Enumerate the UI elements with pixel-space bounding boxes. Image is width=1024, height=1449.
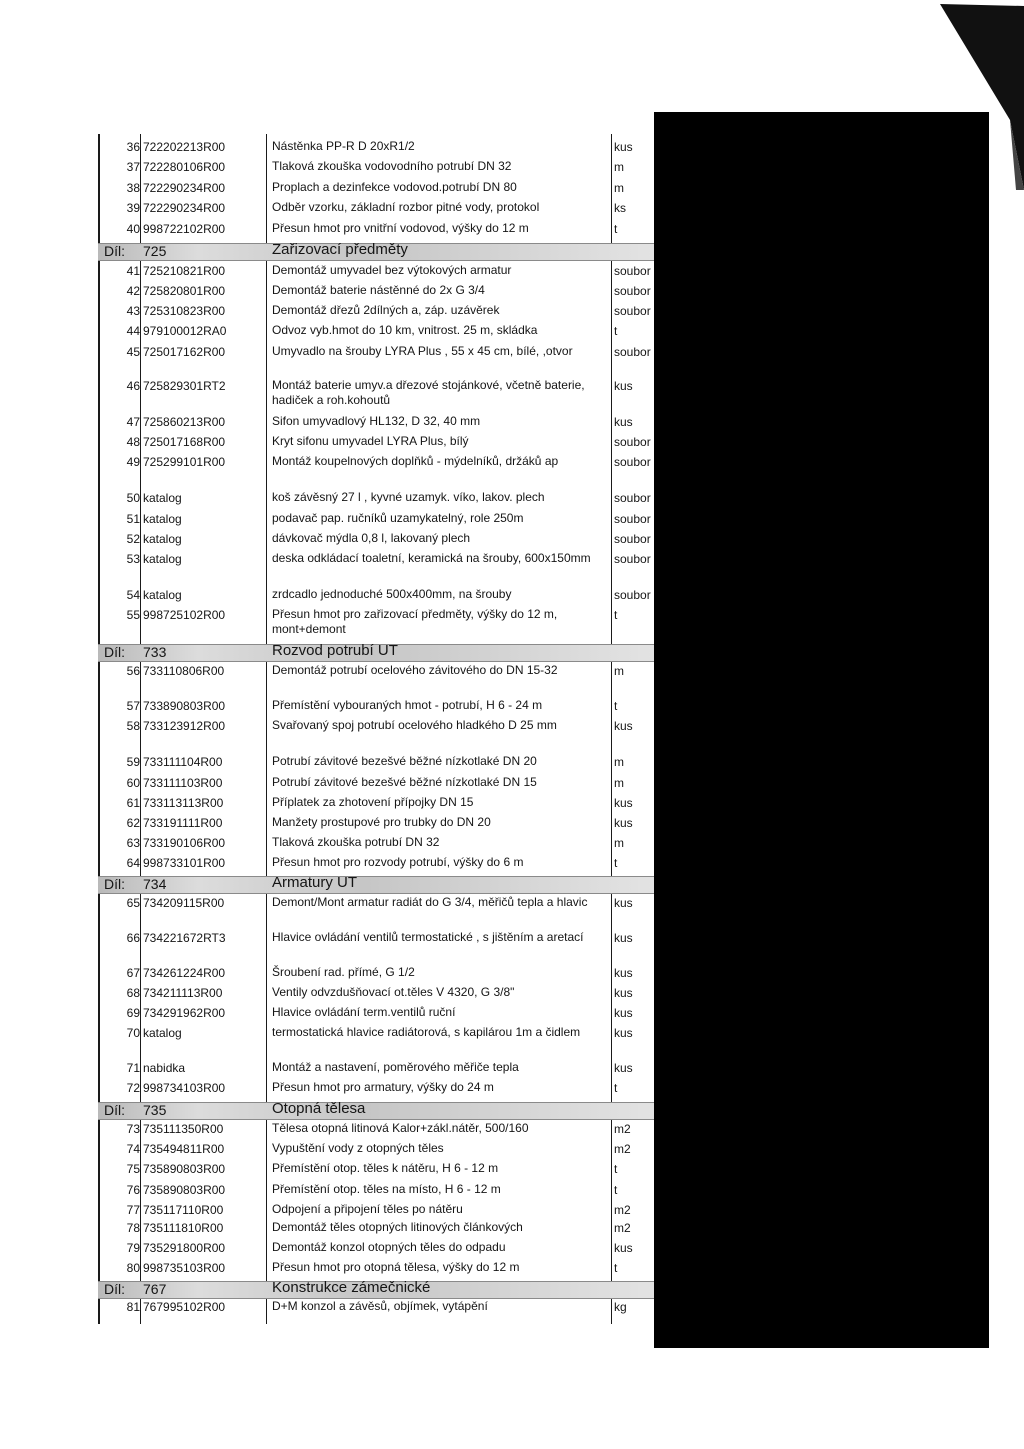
item-description: Přesun hmot pro otopná tělesa, výšky do 12 m — [272, 1260, 520, 1274]
section-header-row — [0, 873, 654, 894]
row-number: 39 — [126, 201, 140, 215]
item-code: 734211113R00 — [143, 986, 223, 1000]
item-code: 735291800R00 — [143, 1241, 226, 1255]
row-number: 76 — [126, 1183, 140, 1197]
table-row — [0, 833, 654, 853]
row-number: 44 — [126, 324, 140, 338]
item-code: 998734103R00 — [143, 1081, 226, 1095]
item-description: Přesun hmot pro zařizovací předměty, výšky do 12 m, mont+demont — [272, 607, 558, 636]
item-code: 733191111R00 — [143, 816, 223, 830]
table-row — [0, 661, 654, 681]
item-description: dávkovač mýdla 0,8 l, lakovaný plech — [272, 531, 471, 545]
item-code: 735494811R00 — [143, 1142, 225, 1156]
item-description: Manžety prostupové pro trubky do DN 20 — [272, 815, 491, 829]
item-unit: kus — [614, 816, 633, 830]
item-unit: kus — [614, 796, 633, 810]
row-number: 53 — [126, 552, 140, 566]
row-number: 59 — [126, 755, 140, 769]
section-header-row — [0, 1278, 654, 1299]
item-code: nabidka — [143, 1061, 186, 1075]
item-code: 725860213R00 — [143, 415, 226, 429]
item-code: 733111104R00 — [143, 755, 223, 769]
section-title: Konstrukce zámečnické — [272, 1279, 431, 1296]
item-code: katalog — [143, 552, 182, 566]
item-description: Potrubí závitové bezešvé běžné nízkotlaké DN 20 — [272, 754, 537, 768]
section-title: Zařizovací předměty — [272, 241, 408, 258]
item-description: Odběr vzorku, základní rozbor pitné vody, protokol — [272, 200, 540, 214]
row-number: 63 — [126, 836, 140, 850]
item-unit: t — [614, 1261, 618, 1275]
table-row — [0, 696, 654, 716]
item-description: Demontáž těles otopných litinových článkových — [272, 1220, 523, 1234]
row-number: 73 — [126, 1122, 140, 1136]
item-description: Přesun hmot pro rozvody potrubí, výšky do 6 m — [272, 855, 524, 869]
item-description: Odpojení a připojení těles po nátěru — [272, 1202, 463, 1216]
section-label: Díl: — [104, 644, 125, 660]
item-unit: kus — [614, 1061, 633, 1075]
table-row — [0, 509, 654, 529]
table-row — [0, 928, 654, 948]
item-code: 725299101R00 — [143, 455, 226, 469]
row-number: 58 — [126, 719, 140, 733]
item-code: 722202213R00 — [143, 140, 226, 154]
item-description: Příplatek za zhotovení přípojky DN 15 — [272, 795, 474, 809]
item-description: Demontáž umyvadel bez výtokových armatur — [272, 263, 512, 277]
item-code: 733113113R00 — [143, 796, 224, 810]
row-number: 68 — [126, 986, 140, 1000]
section-code: 734 — [143, 876, 167, 892]
row-number: 52 — [126, 532, 140, 546]
item-description: Přesun hmot pro armatury, výšky do 24 m — [272, 1080, 494, 1094]
table-row — [0, 1119, 654, 1139]
table-row — [0, 793, 654, 813]
table-row — [0, 157, 654, 177]
row-number: 36 — [126, 140, 140, 154]
table-row — [0, 752, 654, 772]
row-number: 80 — [126, 1261, 140, 1275]
item-unit: m2 — [614, 1122, 631, 1136]
row-number: 64 — [126, 856, 140, 870]
item-description: D+M konzol a závěsů, objímek, vytápění — [272, 1299, 488, 1313]
item-description: Odvoz vyb.hmot do 10 km, vnitrost. 25 m, skládka — [272, 323, 538, 337]
item-code: 979100012RA0 — [143, 324, 227, 338]
row-number: 46 — [126, 379, 140, 393]
item-code: 725829301RT2 — [143, 379, 226, 393]
item-code: 998733101R00 — [143, 856, 226, 870]
item-code: 734209115R00 — [143, 896, 225, 910]
item-description: Šroubení rad. přímé, G 1/2 — [272, 965, 415, 979]
table-row — [0, 773, 654, 793]
item-code: 767995102R00 — [143, 1300, 226, 1314]
row-number: 47 — [126, 415, 140, 429]
item-code: katalog — [143, 491, 182, 505]
item-description: Demontáž dřezů 2dílných a, záp. uzávěrek — [272, 303, 500, 317]
table-row — [0, 376, 654, 407]
item-description: podavač pap. ručníků uzamykatelný, role 250m — [272, 511, 524, 525]
row-number: 50 — [126, 491, 140, 505]
row-number: 37 — [126, 160, 140, 174]
item-unit: soubor — [614, 264, 651, 278]
section-label: Díl: — [104, 1281, 125, 1297]
row-number: 45 — [126, 345, 140, 359]
item-unit: kus — [614, 966, 633, 980]
row-number: 42 — [126, 284, 140, 298]
item-unit: t — [614, 324, 618, 338]
table-row — [0, 1023, 654, 1043]
item-unit: kus — [614, 896, 633, 910]
item-unit: ks — [614, 201, 626, 215]
item-unit: soubor — [614, 588, 651, 602]
item-unit: t — [614, 608, 618, 622]
item-unit: t — [614, 1183, 618, 1197]
table-row — [0, 452, 654, 472]
row-number: 66 — [126, 931, 140, 945]
row-number: 41 — [126, 264, 140, 278]
table-row — [0, 1297, 654, 1317]
item-description: Tlaková zkouška potrubí DN 32 — [272, 835, 440, 849]
item-code: 733190106R00 — [143, 836, 226, 850]
table-row — [0, 1139, 654, 1159]
item-code: 735111810R00 — [143, 1221, 224, 1235]
item-description: Demontáž baterie nástěnné do 2x G 3/4 — [272, 283, 485, 297]
section-label: Díl: — [104, 1102, 125, 1118]
item-unit: soubor — [614, 455, 651, 469]
item-code: 735111350R00 — [143, 1122, 224, 1136]
item-description: Demontáž potrubí ocelového závitového do DN 15-32 — [272, 663, 558, 677]
item-code: 735890803R00 — [143, 1183, 226, 1197]
item-unit: soubor — [614, 512, 651, 526]
table-row — [0, 1078, 654, 1098]
item-code: 722290234R00 — [143, 181, 226, 195]
item-unit: m2 — [614, 1142, 631, 1156]
table-row — [0, 412, 654, 432]
table-row — [0, 853, 654, 873]
table-row — [0, 716, 654, 736]
item-code: 733110806R00 — [143, 664, 225, 678]
item-code: katalog — [143, 1026, 182, 1040]
item-description: Tělesa otopná litinová Kalor+zákl.nátěr, 500/160 — [272, 1121, 529, 1135]
item-description: Přemístění vybouraných hmot - potrubí, H 6 - 24 m — [272, 698, 543, 712]
item-description: Vypuštění vody z otopných těles — [272, 1141, 444, 1155]
table-row — [0, 549, 654, 569]
item-unit: m — [614, 755, 624, 769]
table-row — [0, 1200, 654, 1220]
table-row — [0, 1238, 654, 1258]
section-code: 767 — [143, 1281, 167, 1297]
table-row — [0, 261, 654, 281]
item-description: zrdcadlo jednoduché 500x400mm, na šrouby — [272, 587, 512, 601]
table-row — [0, 1180, 654, 1200]
item-unit: kus — [614, 415, 633, 429]
item-unit: t — [614, 222, 618, 236]
row-number: 65 — [126, 896, 140, 910]
section-label: Díl: — [104, 243, 125, 259]
item-description: koš závěsný 27 l , kyvné uzamyk. víko, lakov. plech — [272, 490, 545, 504]
section-header-row — [0, 1099, 654, 1120]
row-number: 43 — [126, 304, 140, 318]
item-unit: m2 — [614, 1203, 631, 1217]
table-row — [0, 983, 654, 1003]
section-title: Rozvod potrubí UT — [272, 642, 398, 659]
item-code: 733890803R00 — [143, 699, 226, 713]
item-code: 998725102R00 — [143, 608, 226, 622]
item-unit: soubor — [614, 284, 651, 298]
table-row — [0, 321, 654, 341]
table-row — [0, 178, 654, 198]
section-code: 733 — [143, 644, 167, 660]
row-number: 56 — [126, 664, 140, 678]
row-number: 79 — [126, 1241, 140, 1255]
item-description: Montáž koupelnových doplňků - mýdelníků, držáků ap — [272, 454, 559, 468]
item-description: Ventily odvzdušňovací ot.těles V 4320, G 3/8" — [272, 985, 515, 999]
item-unit: soubor — [614, 532, 651, 546]
row-number: 70 — [126, 1026, 140, 1040]
table-row — [0, 1159, 654, 1179]
table-row — [0, 281, 654, 301]
row-number: 40 — [126, 222, 140, 236]
item-unit: m2 — [614, 1221, 631, 1235]
item-description: Svařovaný spoj potrubí ocelového hladkého D 25 mm — [272, 718, 557, 732]
section-title: Otopná tělesa — [272, 1100, 366, 1117]
item-description: Přemístění otop. těles na místo, H 6 - 12 m — [272, 1182, 501, 1196]
item-unit: m — [614, 836, 624, 850]
item-unit: kus — [614, 986, 633, 1000]
item-unit: m — [614, 776, 624, 790]
item-code: 725017162R00 — [143, 345, 226, 359]
section-title: Armatury UT — [272, 874, 358, 891]
item-unit: soubor — [614, 304, 651, 318]
item-code: 722290234R00 — [143, 201, 226, 215]
table-row — [0, 137, 654, 157]
table-row — [0, 301, 654, 321]
row-number: 54 — [126, 588, 140, 602]
row-number: 57 — [126, 699, 140, 713]
item-unit: m — [614, 160, 624, 174]
table-row — [0, 529, 654, 549]
table-row — [0, 893, 654, 913]
row-number: 38 — [126, 181, 140, 195]
row-number: 48 — [126, 435, 140, 449]
item-code: 998735103R00 — [143, 1261, 226, 1275]
row-number: 61 — [126, 796, 140, 810]
item-description: Kryt sifonu umyvadel LYRA Plus, bílý — [272, 434, 469, 448]
row-number: 60 — [126, 776, 140, 790]
table-row — [0, 219, 654, 239]
table-row — [0, 1003, 654, 1023]
item-code: 733111103R00 — [143, 776, 223, 790]
table-row — [0, 605, 654, 636]
section-label: Díl: — [104, 876, 125, 892]
table-row — [0, 488, 654, 508]
section-code: 735 — [143, 1102, 167, 1118]
item-unit: kus — [614, 1026, 633, 1040]
item-code: 998722102R00 — [143, 222, 226, 236]
item-description: deska odkládací toaletní, keramická na šrouby, 600x150mm — [272, 551, 591, 565]
item-code: 725310823R00 — [143, 304, 226, 318]
row-number: 78 — [126, 1221, 140, 1235]
table-row — [0, 1258, 654, 1278]
table-row — [0, 432, 654, 452]
item-unit: t — [614, 1081, 618, 1095]
item-unit: kus — [614, 1241, 633, 1255]
item-unit: kus — [614, 1006, 633, 1020]
item-description: Umyvadlo na šrouby LYRA Plus , 55 x 45 cm, bílé, ,otvor — [272, 344, 573, 358]
section-header-row — [0, 240, 654, 261]
item-unit: kus — [614, 140, 633, 154]
table-row — [0, 198, 654, 218]
item-description: Montáž baterie umyv.a dřezové stojánkové, včetně baterie, hadiček a roh.kohoutů — [272, 378, 585, 407]
item-unit: kg — [614, 1300, 627, 1314]
item-code: 734221672RT3 — [143, 931, 226, 945]
section-header-row — [0, 641, 654, 662]
row-number: 77 — [126, 1203, 140, 1217]
item-description: Potrubí závitové bezešvé běžné nízkotlaké DN 15 — [272, 775, 537, 789]
item-description: Přesun hmot pro vnitřní vodovod, výšky do 12 m — [272, 221, 529, 235]
table-row — [0, 813, 654, 833]
item-unit: t — [614, 856, 618, 870]
table-row — [0, 342, 654, 362]
item-unit: kus — [614, 719, 633, 733]
item-unit: soubor — [614, 435, 651, 449]
item-description: Nástěnka PP-R D 20xR1/2 — [272, 139, 415, 153]
item-description: Demont/Mont armatur radiát do G 3/4, měřičů tepla a hlavic — [272, 895, 588, 909]
row-number: 74 — [126, 1142, 140, 1156]
item-code: 734291962R00 — [143, 1006, 226, 1020]
item-description: Proplach a dezinfekce vodovod.potrubí DN 80 — [272, 180, 517, 194]
table-row — [0, 585, 654, 605]
item-code: 733123912R00 — [143, 719, 226, 733]
item-unit: kus — [614, 931, 633, 945]
item-description: Montáž a nastavení, poměrového měřiče tepla — [272, 1060, 519, 1074]
row-number: 75 — [126, 1162, 140, 1176]
table-row — [0, 963, 654, 983]
row-number: 69 — [126, 1006, 140, 1020]
item-code: katalog — [143, 532, 182, 546]
row-number: 51 — [126, 512, 140, 526]
item-code: 734261224R00 — [143, 966, 226, 980]
row-number: 81 — [126, 1300, 140, 1314]
item-unit: m — [614, 181, 624, 195]
row-number: 72 — [126, 1081, 140, 1095]
item-unit: soubor — [614, 491, 651, 505]
item-unit: soubor — [614, 552, 651, 566]
item-description: Hlavice ovládání term.ventilů ruční — [272, 1005, 456, 1019]
item-description: Přemístění otop. těles k nátěru, H 6 - 12 m — [272, 1161, 499, 1175]
item-description: Hlavice ovládání ventilů termostatické , s jištěním a aretací — [272, 930, 584, 944]
row-number: 49 — [126, 455, 140, 469]
item-description: Tlaková zkouška vodovodního potrubí DN 32 — [272, 159, 512, 173]
item-unit: t — [614, 699, 618, 713]
row-number: 55 — [126, 608, 140, 622]
item-unit: kus — [614, 379, 633, 393]
item-unit: soubor — [614, 345, 651, 359]
item-code: katalog — [143, 588, 182, 602]
row-number: 62 — [126, 816, 140, 830]
row-number: 71 — [126, 1061, 140, 1075]
item-code: 725820801R00 — [143, 284, 226, 298]
table-row — [0, 1058, 654, 1078]
table-row — [0, 1218, 654, 1238]
item-code: 735117110R00 — [143, 1203, 224, 1217]
item-description: Sifon umyvadlový HL132, D 32, 40 mm — [272, 414, 481, 428]
item-code: 725210821R00 — [143, 264, 226, 278]
item-code: 735890803R00 — [143, 1162, 226, 1176]
item-code: katalog — [143, 512, 182, 526]
row-number: 67 — [126, 966, 140, 980]
page-corner-shadow — [930, 0, 1024, 190]
item-unit: m — [614, 664, 624, 678]
item-description: Demontáž konzol otopných těles do odpadu — [272, 1240, 506, 1254]
item-code: 722280106R00 — [143, 160, 226, 174]
item-description: termostatická hlavice radiátorová, s kapilárou 1m a čidlem — [272, 1025, 581, 1039]
redaction-block — [654, 112, 989, 1348]
item-code: 725017168R00 — [143, 435, 226, 449]
section-code: 725 — [143, 243, 167, 259]
item-unit: t — [614, 1162, 618, 1176]
